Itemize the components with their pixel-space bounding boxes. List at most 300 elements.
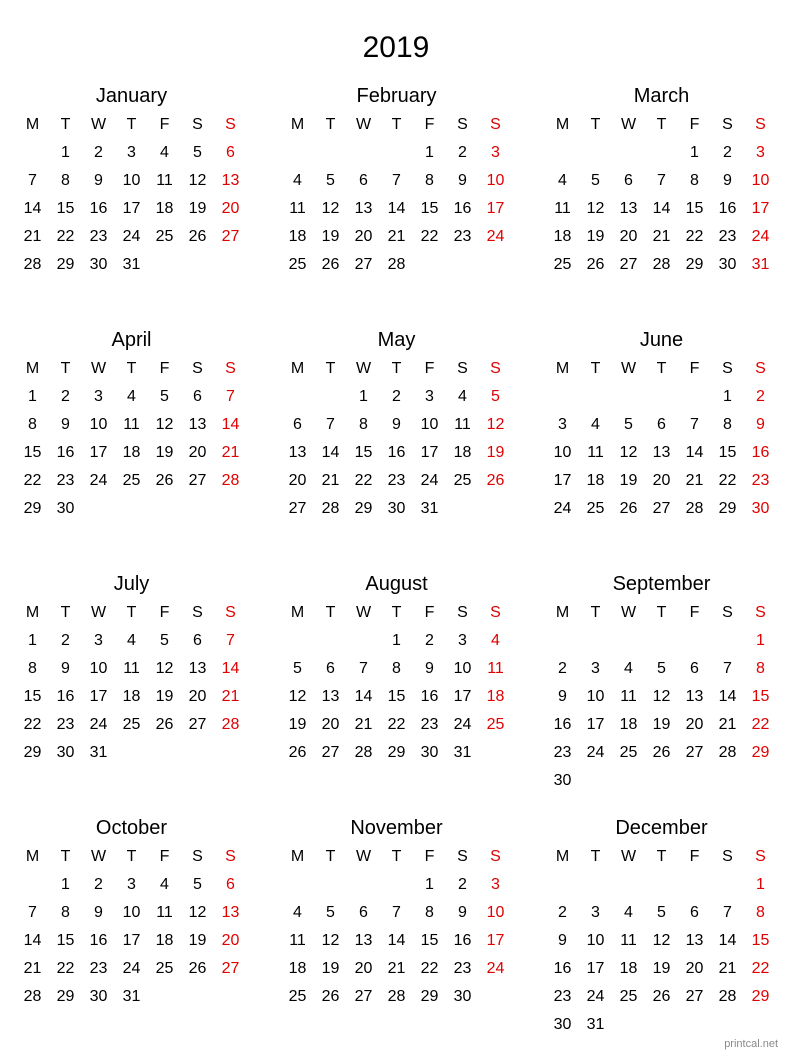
day-cell: 24	[486, 960, 505, 977]
day-cell: 4	[624, 904, 633, 921]
day-cell: 29	[685, 256, 704, 273]
day-cell: 13	[652, 444, 671, 461]
day-cell: 1	[61, 876, 70, 893]
day-cell: 29	[718, 500, 737, 517]
day-cell: 16	[453, 932, 472, 949]
day-cell: 26	[586, 256, 605, 273]
day-cell: 24	[122, 228, 141, 245]
day-cell: 11	[620, 932, 637, 949]
day-cell: 7	[723, 660, 732, 677]
day-cell: 9	[458, 172, 467, 189]
day-cell: 25	[619, 744, 638, 761]
day-cell: 13	[221, 904, 240, 921]
weekday-header: T	[60, 848, 71, 865]
day-cell: 23	[453, 228, 472, 245]
day-cell: 6	[690, 660, 699, 677]
day-cell: 25	[122, 716, 141, 733]
weekday-header: T	[656, 848, 667, 865]
day-cell: 11	[289, 932, 306, 949]
day-cell: 16	[56, 688, 75, 705]
day-cell: 27	[188, 472, 207, 489]
day-cell: 21	[718, 716, 737, 733]
day-cell: 27	[288, 500, 307, 517]
day-cell: 7	[690, 416, 699, 433]
day-cell: 27	[652, 500, 671, 517]
day-cell: 27	[354, 256, 373, 273]
day-cell: 10	[122, 172, 141, 189]
day-cell: 1	[28, 388, 37, 405]
day-cell: 23	[387, 472, 406, 489]
day-cell: 22	[23, 472, 42, 489]
weekday-header: F	[424, 604, 435, 621]
weekday-header: T	[590, 116, 601, 133]
day-cell: 20	[288, 472, 307, 489]
day-cell: 19	[486, 444, 505, 461]
day-cell: 30	[453, 988, 472, 1005]
day-cell: 2	[458, 876, 467, 893]
day-cell: 3	[127, 144, 136, 161]
day-cell: 13	[685, 688, 704, 705]
month-april	[16, 326, 247, 556]
weekday-header: W	[620, 116, 637, 133]
day-cell: 28	[387, 256, 406, 273]
day-cell: 15	[354, 444, 373, 461]
weekday-header: M	[25, 848, 40, 865]
day-cell: 17	[89, 444, 108, 461]
day-cell: 28	[221, 472, 240, 489]
day-cell: 3	[458, 632, 467, 649]
day-cell: 12	[155, 660, 174, 677]
day-cell: 18	[155, 200, 174, 217]
day-cell: 19	[619, 472, 638, 489]
day-cell: 28	[387, 988, 406, 1005]
weekday-header: T	[656, 116, 667, 133]
weekday-header: S	[490, 604, 501, 621]
day-cell: 21	[387, 228, 406, 245]
day-cell: 12	[652, 688, 671, 705]
day-cell: 2	[558, 660, 567, 677]
day-cell: 17	[453, 688, 472, 705]
day-cell: 14	[718, 688, 737, 705]
weekday-header: T	[60, 360, 71, 377]
weekday-header: F	[159, 848, 170, 865]
day-cell: 13	[288, 444, 307, 461]
weekday-header: T	[60, 604, 71, 621]
day-cell: 19	[652, 716, 671, 733]
day-cell: 27	[685, 988, 704, 1005]
weekday-header: M	[25, 360, 40, 377]
day-cell: 21	[23, 228, 42, 245]
weekday-header: S	[755, 360, 766, 377]
day-cell: 27	[221, 960, 240, 977]
day-cell: 12	[321, 200, 340, 217]
day-cell: 14	[685, 444, 704, 461]
day-cell: 23	[718, 228, 737, 245]
weekday-header: W	[620, 848, 637, 865]
day-cell: 20	[685, 960, 704, 977]
day-cell: 16	[89, 200, 108, 217]
day-cell: 7	[657, 172, 666, 189]
day-cell: 2	[425, 632, 434, 649]
weekday-header: W	[620, 360, 637, 377]
day-cell: 30	[553, 1016, 572, 1033]
day-cell: 20	[354, 960, 373, 977]
day-cell: 30	[56, 744, 75, 761]
day-cell: 5	[326, 904, 335, 921]
weekday-header: T	[325, 848, 336, 865]
weekday-header: S	[225, 604, 236, 621]
day-cell: 9	[558, 932, 567, 949]
day-cell: 8	[425, 904, 434, 921]
day-cell: 15	[56, 200, 75, 217]
day-cell: 19	[188, 200, 207, 217]
day-cell: 13	[321, 688, 340, 705]
day-cell: 12	[619, 444, 638, 461]
day-cell: 5	[491, 388, 500, 405]
footer-credit: printcal.net	[724, 1038, 778, 1050]
day-cell: 26	[486, 472, 505, 489]
day-cell: 21	[652, 228, 671, 245]
day-cell: 19	[155, 444, 174, 461]
day-cell: 4	[127, 632, 136, 649]
day-cell: 5	[591, 172, 600, 189]
day-cell: 23	[89, 228, 108, 245]
day-cell: 2	[61, 388, 70, 405]
day-cell: 5	[657, 904, 666, 921]
weekday-header: T	[126, 604, 137, 621]
day-cell: 29	[354, 500, 373, 517]
day-cell: 28	[23, 988, 42, 1005]
day-cell: 21	[718, 960, 737, 977]
day-cell: 24	[586, 988, 605, 1005]
weekday-header: M	[555, 360, 570, 377]
day-cell: 25	[122, 472, 141, 489]
weekday-header: T	[126, 360, 137, 377]
day-cell: 17	[420, 444, 439, 461]
weekday-header: T	[325, 116, 336, 133]
day-cell: 30	[387, 500, 406, 517]
day-cell: 8	[756, 660, 765, 677]
day-cell: 24	[89, 716, 108, 733]
day-cell: 29	[23, 500, 42, 517]
day-cell: 2	[558, 904, 567, 921]
day-cell: 10	[122, 904, 141, 921]
day-cell: 22	[56, 960, 75, 977]
day-cell: 29	[420, 988, 439, 1005]
day-cell: 30	[56, 500, 75, 517]
day-cell: 27	[354, 988, 373, 1005]
day-cell: 4	[293, 172, 302, 189]
day-cell: 26	[288, 744, 307, 761]
day-cell: 6	[293, 416, 302, 433]
month-january	[16, 82, 247, 312]
month-may	[281, 326, 512, 556]
day-cell: 28	[652, 256, 671, 273]
day-cell: 16	[387, 444, 406, 461]
weekday-header: F	[159, 116, 170, 133]
day-cell: 21	[354, 716, 373, 733]
weekday-header: F	[159, 360, 170, 377]
day-cell: 8	[359, 416, 368, 433]
day-cell: 9	[723, 172, 732, 189]
weekday-header: S	[722, 848, 733, 865]
day-cell: 23	[553, 744, 572, 761]
day-cell: 29	[56, 988, 75, 1005]
day-cell: 15	[23, 688, 42, 705]
day-cell: 8	[425, 172, 434, 189]
weekday-header: S	[755, 848, 766, 865]
day-cell: 16	[553, 716, 572, 733]
day-cell: 2	[392, 388, 401, 405]
day-cell: 5	[193, 876, 202, 893]
day-cell: 19	[155, 688, 174, 705]
day-cell: 7	[226, 632, 235, 649]
day-cell: 11	[620, 688, 637, 705]
day-cell: 9	[756, 416, 765, 433]
day-cell: 27	[685, 744, 704, 761]
day-cell: 22	[420, 960, 439, 977]
weekday-header: S	[490, 848, 501, 865]
weekday-header: S	[225, 848, 236, 865]
day-cell: 26	[619, 500, 638, 517]
day-cell: 5	[160, 388, 169, 405]
day-cell: 29	[23, 744, 42, 761]
day-cell: 21	[221, 444, 240, 461]
day-cell: 20	[619, 228, 638, 245]
day-cell: 10	[89, 660, 108, 677]
weekday-header: S	[192, 604, 203, 621]
day-cell: 3	[558, 416, 567, 433]
day-cell: 4	[458, 388, 467, 405]
day-cell: 30	[553, 772, 572, 789]
weekday-header: W	[90, 604, 107, 621]
day-cell: 14	[718, 932, 737, 949]
day-cell: 4	[558, 172, 567, 189]
day-cell: 26	[321, 988, 340, 1005]
day-cell: 19	[321, 960, 340, 977]
day-cell: 10	[751, 172, 770, 189]
day-cell: 11	[289, 200, 306, 217]
day-cell: 1	[28, 632, 37, 649]
day-cell: 16	[453, 200, 472, 217]
weekday-header: S	[192, 848, 203, 865]
day-cell: 23	[56, 716, 75, 733]
day-cell: 27	[619, 256, 638, 273]
day-cell: 18	[553, 228, 572, 245]
day-cell: 6	[690, 904, 699, 921]
day-cell: 14	[354, 688, 373, 705]
day-cell: 25	[553, 256, 572, 273]
weekday-header: T	[391, 116, 402, 133]
day-cell: 12	[586, 200, 605, 217]
day-cell: 13	[354, 200, 373, 217]
day-cell: 24	[751, 228, 770, 245]
day-cell: 31	[122, 988, 141, 1005]
weekday-header: T	[590, 848, 601, 865]
weekday-header: T	[325, 360, 336, 377]
month-march	[546, 82, 777, 312]
day-cell: 13	[221, 172, 240, 189]
day-cell: 20	[354, 228, 373, 245]
day-cell: 9	[94, 904, 103, 921]
day-cell: 3	[94, 632, 103, 649]
day-cell: 31	[586, 1016, 605, 1033]
weekday-header: T	[590, 604, 601, 621]
day-cell: 21	[221, 688, 240, 705]
month-name: December	[615, 817, 708, 839]
day-cell: 8	[690, 172, 699, 189]
day-cell: 15	[387, 688, 406, 705]
month-name: October	[95, 817, 168, 839]
day-cell: 31	[122, 256, 141, 273]
day-cell: 10	[89, 416, 108, 433]
day-cell: 7	[326, 416, 335, 433]
day-cell: 14	[387, 932, 406, 949]
day-cell: 25	[288, 256, 307, 273]
day-cell: 23	[89, 960, 108, 977]
day-cell: 31	[420, 500, 439, 517]
day-cell: 18	[619, 960, 638, 977]
weekday-header: S	[457, 360, 468, 377]
month-september	[546, 570, 777, 800]
weekday-header: M	[555, 848, 570, 865]
weekday-header: T	[391, 604, 402, 621]
month-name: July	[113, 573, 150, 595]
day-cell: 18	[155, 932, 174, 949]
day-cell: 20	[221, 200, 240, 217]
weekday-header: T	[60, 116, 71, 133]
day-cell: 22	[718, 472, 737, 489]
weekday-header: S	[722, 604, 733, 621]
day-cell: 25	[619, 988, 638, 1005]
day-cell: 17	[553, 472, 572, 489]
day-cell: 10	[486, 904, 505, 921]
day-cell: 14	[23, 200, 42, 217]
day-cell: 7	[723, 904, 732, 921]
weekday-header: F	[424, 848, 435, 865]
day-cell: 9	[94, 172, 103, 189]
day-cell: 3	[591, 660, 600, 677]
day-cell: 23	[56, 472, 75, 489]
weekday-header: W	[620, 604, 637, 621]
day-cell: 3	[491, 144, 500, 161]
day-cell: 11	[454, 416, 471, 433]
day-cell: 3	[425, 388, 434, 405]
day-cell: 8	[723, 416, 732, 433]
weekday-header: M	[25, 116, 40, 133]
weekday-header: W	[90, 116, 107, 133]
day-cell: 7	[359, 660, 368, 677]
weekday-header: T	[391, 848, 402, 865]
day-cell: 10	[486, 172, 505, 189]
weekday-header: S	[722, 116, 733, 133]
day-cell: 15	[420, 200, 439, 217]
day-cell: 29	[751, 744, 770, 761]
day-cell: 16	[420, 688, 439, 705]
weekday-header: F	[424, 360, 435, 377]
day-cell: 16	[56, 444, 75, 461]
day-cell: 1	[61, 144, 70, 161]
day-cell: 2	[94, 144, 103, 161]
day-cell: 31	[751, 256, 770, 273]
day-cell: 24	[553, 500, 572, 517]
day-cell: 8	[756, 904, 765, 921]
day-cell: 5	[326, 172, 335, 189]
day-cell: 22	[387, 716, 406, 733]
day-cell: 28	[221, 716, 240, 733]
day-cell: 4	[160, 144, 169, 161]
day-cell: 28	[718, 988, 737, 1005]
day-cell: 20	[685, 716, 704, 733]
day-cell: 20	[221, 932, 240, 949]
day-cell: 30	[89, 988, 108, 1005]
day-cell: 9	[558, 688, 567, 705]
day-cell: 17	[89, 688, 108, 705]
day-cell: 21	[23, 960, 42, 977]
day-cell: 12	[155, 416, 174, 433]
day-cell: 5	[160, 632, 169, 649]
day-cell: 19	[321, 228, 340, 245]
day-cell: 29	[56, 256, 75, 273]
day-cell: 17	[486, 932, 505, 949]
month-june	[546, 326, 777, 556]
weekday-header: M	[290, 604, 305, 621]
day-cell: 21	[387, 960, 406, 977]
day-cell: 30	[420, 744, 439, 761]
day-cell: 7	[28, 904, 37, 921]
day-cell: 24	[586, 744, 605, 761]
day-cell: 30	[751, 500, 770, 517]
day-cell: 20	[652, 472, 671, 489]
day-cell: 12	[652, 932, 671, 949]
weekday-header: S	[457, 116, 468, 133]
weekday-header: W	[90, 360, 107, 377]
day-cell: 22	[56, 228, 75, 245]
day-cell: 17	[486, 200, 505, 217]
day-cell: 1	[425, 876, 434, 893]
weekday-header: M	[555, 604, 570, 621]
day-cell: 21	[685, 472, 704, 489]
day-cell: 7	[392, 172, 401, 189]
day-cell: 6	[193, 632, 202, 649]
day-cell: 6	[657, 416, 666, 433]
day-cell: 6	[359, 172, 368, 189]
month-november	[281, 814, 512, 1044]
day-cell: 14	[221, 416, 240, 433]
day-cell: 7	[28, 172, 37, 189]
day-cell: 18	[486, 688, 505, 705]
day-cell: 1	[756, 632, 765, 649]
day-cell: 24	[420, 472, 439, 489]
month-name: January	[95, 85, 168, 107]
day-cell: 15	[751, 688, 770, 705]
day-cell: 7	[392, 904, 401, 921]
day-cell: 27	[188, 716, 207, 733]
day-cell: 1	[723, 388, 732, 405]
weekday-header: M	[555, 116, 570, 133]
day-cell: 28	[354, 744, 373, 761]
day-cell: 26	[188, 960, 207, 977]
weekday-header: T	[325, 604, 336, 621]
day-cell: 18	[288, 960, 307, 977]
day-cell: 1	[756, 876, 765, 893]
day-cell: 30	[89, 256, 108, 273]
day-cell: 11	[156, 172, 173, 189]
day-cell: 28	[321, 500, 340, 517]
weekday-header: S	[192, 116, 203, 133]
day-cell: 3	[591, 904, 600, 921]
day-cell: 29	[751, 988, 770, 1005]
